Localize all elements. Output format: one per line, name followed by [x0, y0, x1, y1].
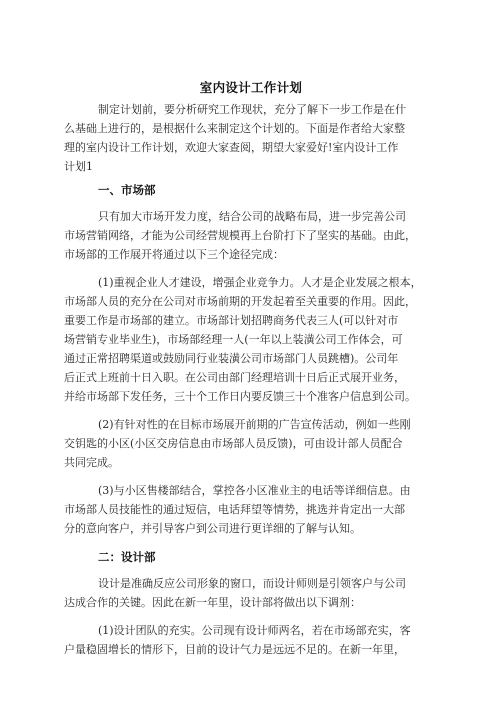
paragraph-line: 设计是准确反应公司形象的窗口，而设计师则是引领客户与公司	[98, 577, 406, 590]
paragraph-line: 场营销专业毕业生)，市场部经理一人(一年以上装潢公司工作体会，可	[64, 333, 403, 346]
paragraph-line: 达成合作的关键。因此在新一年里，设计部将做出以下调剂：	[64, 596, 361, 609]
paragraph-line: 重要工作是市场部的建立。市场部计划招聘商务代表三人(可以针对市	[64, 314, 399, 327]
paragraph-line: 只有加大市场开发力度，结合公司的战略布局，进一步完善公司	[98, 210, 406, 223]
paragraph-line: (2)有针对性的在目标市场展开前期的广告宣传活动，例如一些刚	[98, 418, 411, 431]
section-heading-market: 一、市场部	[98, 183, 156, 197]
paragraph-line: 后正式上班前十日入职。在公司由部门经理培训十日后正式展开业务，	[64, 371, 405, 384]
intro-line: 计划1	[64, 160, 93, 173]
intro-line: 么基础上进行的，是根据什么来制定这个计划的。下面是作者给大家整	[64, 122, 405, 135]
paragraph-line: 市场部人员技能性的通过短信，电话拜望等情势，挑选并肯定出一大部	[64, 503, 405, 516]
intro-line: 理的室内设计工作计划，欢迎大家查阅，期望大家爱好!室内设计工作	[64, 141, 399, 154]
paragraph-line: 交钥匙的小区(小区交房信息由市场部人员反馈)，可由设计部人员配合	[64, 437, 403, 450]
paragraph-line: 市场部的工作展开将通过以下三个途径完成：	[64, 248, 284, 261]
paragraph-line: (3)与小区售楼部结合，掌控各小区准业主的电话等详细信息。由	[98, 484, 411, 497]
paragraph-line: 户量稳固增长的情形下，目前的设计气力是远远不足的。在新一年里，	[64, 643, 405, 656]
paragraph-line: 通过正常招聘渠道或鼓励同行业装潢公司市场部门人员跳槽)。公司年	[64, 352, 399, 365]
paragraph-line: (1)重视企业人才建设，增强企业竞争力。人才是企业发展之根本，	[98, 276, 422, 289]
paragraph-line: (1)设计团队的充实。公司现有设计师两名，若在市场部充实，客	[98, 624, 411, 637]
paragraph-line: 市场营销网络，才能为公司经营规模再上台阶打下了坚实的基础。由此，	[64, 229, 416, 242]
paragraph-line: 市场部人员的充分在公司对市场前期的开发起着至关重要的作用。因此，	[64, 295, 416, 308]
paragraph-line: 分的意向客户，并引导客户到公司进行更详细的了解与认知。	[64, 522, 361, 535]
section-heading-design: 二：设计部	[98, 550, 156, 564]
document-title: 室内设计工作计划	[199, 80, 303, 95]
intro-line: 制定计划前，要分析研究工作现状，充分了解下一步工作是在什	[98, 103, 406, 116]
paragraph-line: 并给市场部下发任务，三十个工作日内要反馈三十个准客户信息到公司。	[64, 390, 416, 403]
paragraph-line: 共同完成。	[64, 456, 119, 469]
